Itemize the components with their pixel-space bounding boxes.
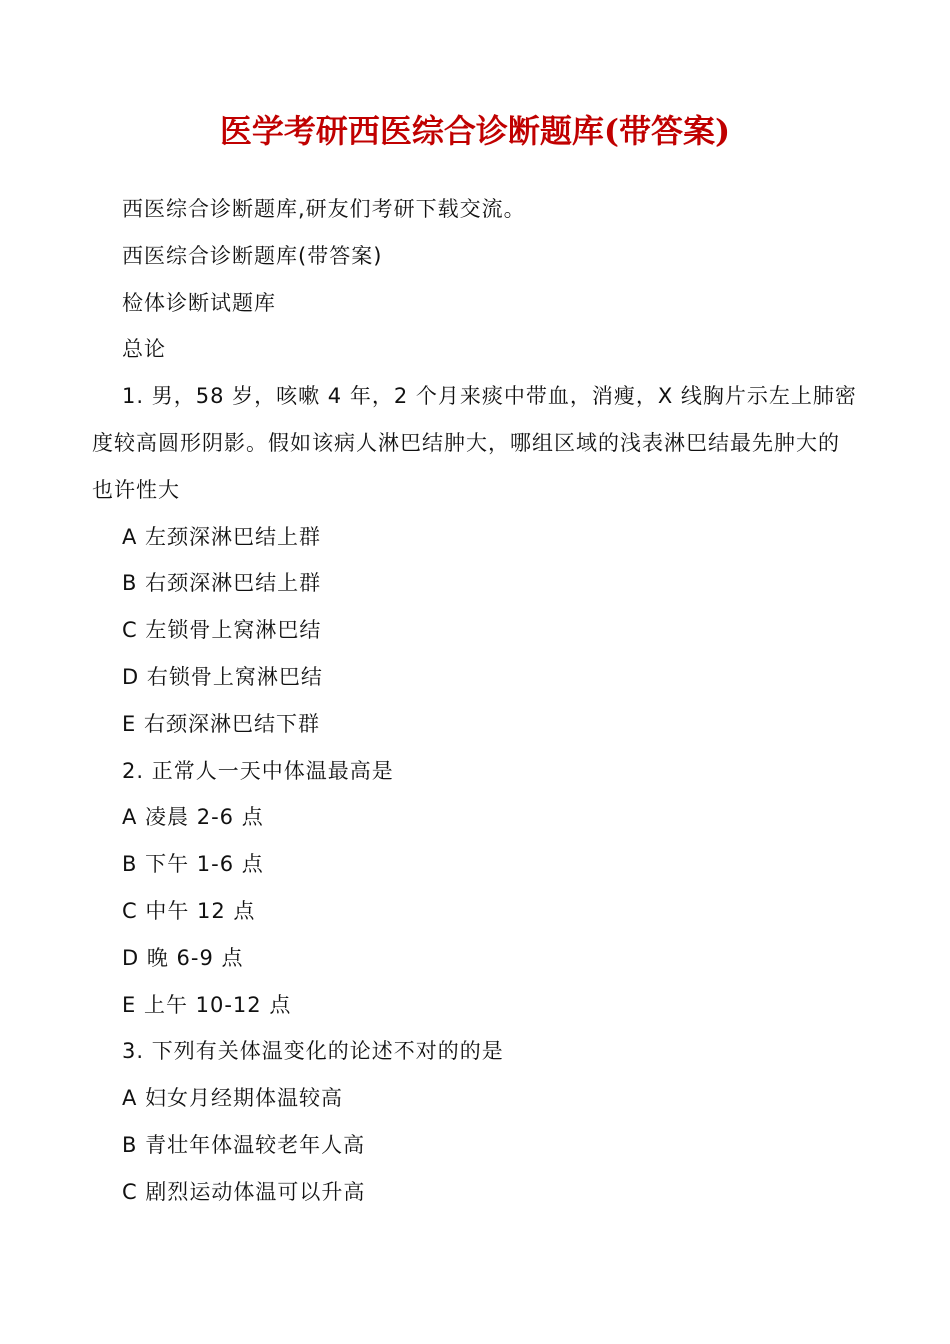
question-2-option-b: B 下午 1-6 点 — [122, 852, 264, 877]
question-2: 2. 正常人一天中体温最高是 — [122, 758, 394, 783]
question-1-option-c: C 左锁骨上窝淋巴结 — [122, 618, 322, 643]
question-2-option-a: A 凌晨 2-6 点 — [122, 805, 264, 830]
document-body — [92, 186, 860, 1216]
question-1-option-b: B 右颈深淋巴结上群 — [122, 571, 322, 596]
question-1-option-a: A 左颈深淋巴结上群 — [122, 524, 322, 549]
question-3-option-a: A 妇女月经期体温较高 — [122, 1086, 344, 1111]
subtitle-line: 西医综合诊断题库(带答案) — [122, 243, 383, 268]
document-title: 医学考研西医综合诊断题库(带答案) — [219, 112, 731, 150]
intro-line: 西医综合诊断题库,研友们考研下载交流。 — [122, 197, 526, 221]
question-2-option-c: C 中午 12 点 — [122, 898, 256, 923]
question-1-option-e: E 右颈深淋巴结下群 — [122, 711, 320, 736]
question-3-option-b: B 青壮年体温较老年人高 — [122, 1132, 366, 1157]
question-1: 1. 男，58 岁，咳嗽 4 年，2 个月来痰中带血，消瘦，X 线胸片示左上肺密度较高圆形阴影。假如该病人淋巴结肿大，哪组区域的浅表淋巴结最先肿大的也许性大 — [92, 384, 857, 502]
question-2-option-e: E 上午 10-12 点 — [122, 992, 292, 1017]
question-1-option-d: D 右锁骨上窝淋巴结 — [122, 664, 323, 689]
question-2-option-d: D 晚 6-9 点 — [122, 945, 244, 970]
section-heading: 检体诊断试题库 — [122, 290, 276, 315]
question-3: 3. 下列有关体温变化的论述不对的的是 — [122, 1039, 504, 1064]
subsection-heading: 总论 — [122, 337, 166, 362]
question-3-option-c: C 剧烈运动体温可以升高 — [122, 1179, 366, 1204]
